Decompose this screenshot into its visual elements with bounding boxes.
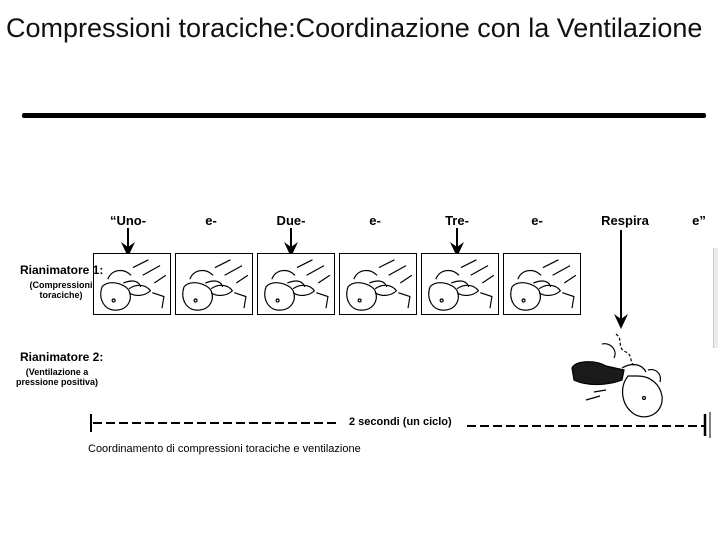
beat-label-e-end: e”	[692, 213, 706, 228]
rescuer-1-title: Rianimatore 1:	[20, 263, 104, 277]
rescuer-2-subtitle: (Ventilazione a pressione positiva)	[15, 367, 99, 387]
beat-label-due: Due-	[276, 213, 306, 228]
beat-label-tre: Tre-	[445, 213, 469, 228]
figure-caption: Coordinamento di compressioni toraciche e ventilazione	[88, 443, 361, 455]
beat-label-uno: “Uno-	[109, 213, 147, 228]
timeline-label: 2 secondi (un ciclo)	[345, 416, 456, 428]
rescuer-1-subtitle: (Compressioni toraciche)	[29, 280, 93, 300]
beat-label-e-2: e-	[369, 213, 381, 228]
beat-label-e-3: e-	[531, 213, 543, 228]
beat-label-e-1: e-	[205, 213, 217, 228]
slide-title: Compressioni toraciche:Coordinazione con la Ventilazione	[6, 13, 703, 43]
rescuer-2-title: Rianimatore 2:	[20, 350, 104, 364]
scan-edge-artifact	[713, 248, 718, 348]
beat-label-respira: Respira	[601, 213, 649, 228]
